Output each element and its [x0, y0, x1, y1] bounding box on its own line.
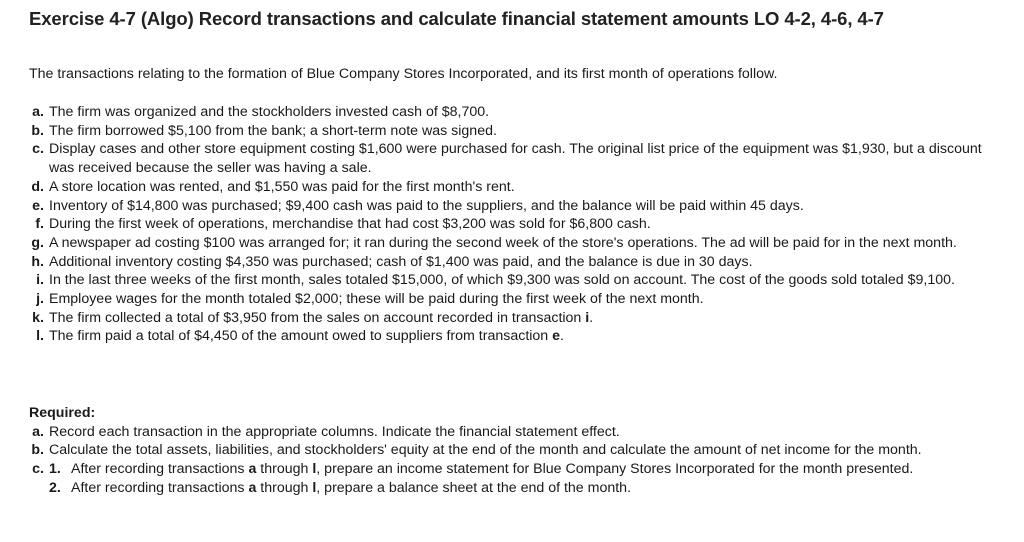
transaction-g: [29, 234, 989, 253]
transaction-k: [29, 309, 989, 328]
transaction-d: [29, 178, 989, 197]
transaction-reference: l: [312, 479, 317, 496]
required-subitem-1: [49, 460, 989, 479]
transaction-text: A newspaper ad costing $100 was arranged for; it ran during the second week of the store's operations. The ad will be paid for in the next month.: [49, 234, 957, 251]
required-item-a: [29, 423, 989, 442]
required-text: Calculate the total assets, liabilities, and stockholders' equity at the end of the month and calculate the amount of net income for the month.: [49, 442, 922, 459]
required-item-c: [29, 460, 989, 479]
transaction-letter: c.: [32, 141, 44, 158]
required-letter: c.: [32, 461, 44, 478]
transaction-reference: i: [585, 309, 590, 326]
transaction-letter: h.: [31, 253, 44, 270]
required-text: [71, 460, 989, 479]
transaction-text-part: The firm collected a total of $3,950 from the sales on account recorded in transaction: [49, 309, 586, 326]
required-heading: Required:: [29, 405, 96, 421]
required-subnumber: 1.: [49, 461, 61, 478]
transaction-text: [49, 327, 989, 346]
required-section: [29, 404, 989, 498]
transaction-a: [29, 103, 989, 122]
transaction-letter: i.: [36, 272, 44, 289]
required-text-part: through: [256, 461, 313, 478]
transaction-letter: d.: [31, 178, 44, 195]
transaction-text-part: .: [560, 328, 564, 345]
transaction-text-part: The firm paid a total of $4,450 of the amount owed to suppliers from transaction: [49, 328, 553, 345]
required-subitems: [49, 460, 989, 479]
required-subitem-2: [49, 479, 989, 498]
transaction-l: [29, 327, 989, 346]
transaction-f: [29, 215, 989, 234]
transaction-letter: e.: [32, 197, 44, 214]
transaction-b: [29, 122, 989, 141]
transaction-text: A store location was rented, and $1,550 was paid for the first month's rent.: [49, 178, 515, 195]
transaction-c: [29, 140, 989, 177]
transaction-reference: l: [312, 461, 317, 478]
required-text: [71, 479, 989, 498]
required-text-part: , prepare an income statement for Blue Company Stores Incorporated for the month presented.: [316, 461, 914, 478]
transaction-letter: j.: [36, 291, 44, 308]
required-subnumber: 2.: [49, 479, 61, 496]
transaction-text: Employee wages for the month totaled $2,000; these will be paid during the first week of the next month.: [49, 291, 704, 308]
transaction-text: Display cases and other store equipment costing $1,600 were purchased for cash. The original list price of the equipment was $1,930, but a discount was received because the seller was having a sale.: [49, 141, 982, 177]
intro-text: The transactions relating to the formation of Blue Company Stores Incorporated, and its first month of operations follow.: [29, 66, 778, 82]
required-subitems: [49, 479, 989, 498]
transaction-text: Inventory of $14,800 was purchased; $9,400 cash was paid to the suppliers, and the balance will be paid within 45 days.: [49, 197, 804, 214]
transaction-letter: a.: [32, 104, 44, 120]
exercise-title: Exercise 4-7 (Algo) Record transactions and calculate financial statement amounts LO 4-2, 4-6, 4-7: [29, 8, 884, 29]
transaction-list: [29, 103, 989, 346]
required-item-b: [29, 441, 989, 460]
required-text-part: After recording transactions: [71, 479, 249, 496]
required-letter: b.: [31, 442, 44, 459]
transaction-text: The firm was organized and the stockholders invested cash of $8,700.: [49, 104, 490, 120]
transaction-reference: e: [552, 328, 561, 345]
transaction-letter: b.: [31, 122, 44, 139]
required-text-part: , prepare a balance sheet at the end of the month.: [316, 479, 632, 496]
transaction-text: In the last three weeks of the first month, sales totaled $15,000, of which $9,300 was sold on account. The cost of the goods sold totaled $9,100.: [49, 272, 955, 289]
transaction-text: [49, 309, 989, 328]
transaction-letter: k.: [32, 309, 44, 326]
transaction-reference: a: [248, 479, 257, 496]
required-text: Record each transaction in the appropriate columns. Indicate the financial statement effect.: [49, 423, 620, 440]
transaction-text: Additional inventory costing $4,350 was purchased; cash of $1,400 was paid, and the balance is due in 30 days.: [49, 253, 753, 270]
transaction-i: [29, 271, 989, 290]
transaction-j: [29, 290, 989, 309]
transaction-h: [29, 253, 989, 272]
required-letter: a.: [32, 423, 44, 440]
transaction-letter: l.: [36, 328, 44, 345]
required-letter-spacer: [29, 479, 49, 498]
transaction-text-part: .: [589, 309, 594, 326]
transaction-letter: f.: [35, 216, 44, 233]
required-text-part: After recording transactions: [71, 461, 249, 478]
transaction-text: During the first week of operations, merchandise that had cost $3,200 was sold for $6,800 cash.: [49, 216, 651, 233]
transaction-reference: a: [248, 461, 257, 478]
required-text-part: through: [256, 479, 313, 496]
transaction-text: The firm borrowed $5,100 from the bank; a short-term note was signed.: [49, 122, 497, 139]
required-item-c2: [29, 479, 989, 498]
transaction-e: [29, 197, 989, 216]
transaction-letter: g.: [31, 234, 44, 251]
